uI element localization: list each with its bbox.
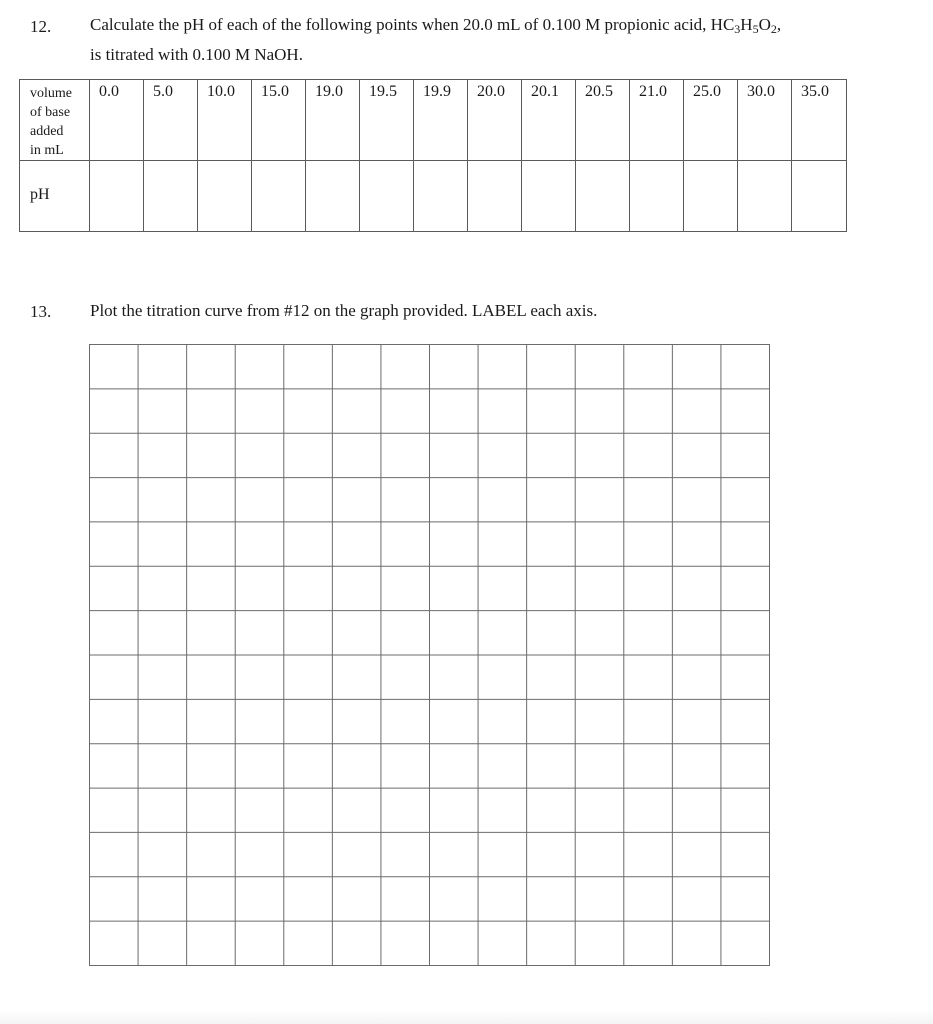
ph-answer-cell[interactable] bbox=[522, 161, 576, 232]
volume-cell: 19.5 bbox=[360, 80, 414, 161]
question-12-text bbox=[90, 12, 930, 68]
volume-cell: 20.5 bbox=[576, 80, 630, 161]
volume-cell: 0.0 bbox=[90, 80, 144, 161]
ph-answer-cell[interactable] bbox=[468, 161, 522, 232]
volume-row bbox=[20, 80, 847, 161]
ph-answer-cell[interactable] bbox=[360, 161, 414, 232]
question-12-line2: is titrated with 0.100 M NaOH. bbox=[90, 45, 303, 64]
ph-answer-cell[interactable] bbox=[738, 161, 792, 232]
question-12-line1: Calculate the pH of each of the following points when 20.0 mL of 0.100 M propionic acid, $HC_3H_5O_2$, bbox=[90, 15, 782, 36]
volume-cell: 15.0 bbox=[252, 80, 306, 161]
ph-answer-cell[interactable] bbox=[306, 161, 360, 232]
volume-cell: 19.0 bbox=[306, 80, 360, 161]
volume-cell: 35.0 bbox=[792, 80, 847, 161]
volume-cell: 5.0 bbox=[144, 80, 198, 161]
volume-cell: 21.0 bbox=[630, 80, 684, 161]
volume-cell: 20.0 bbox=[468, 80, 522, 161]
ph-row bbox=[20, 161, 847, 232]
volume-cell: 20.1 bbox=[522, 80, 576, 161]
titration-graph-grid[interactable] bbox=[89, 344, 770, 966]
volume-cell: 25.0 bbox=[684, 80, 738, 161]
ph-answer-cell[interactable] bbox=[198, 161, 252, 232]
volume-cell: 10.0 bbox=[198, 80, 252, 161]
ph-answer-cell[interactable] bbox=[252, 161, 306, 232]
question-13-text: Plot the titration curve from #12 on the graph provided. LABEL each axis. bbox=[90, 301, 598, 320]
volume-cell: 19.9 bbox=[414, 80, 468, 161]
ph-answer-cell[interactable] bbox=[630, 161, 684, 232]
volume-cell: 30.0 bbox=[738, 80, 792, 161]
ph-answer-cell[interactable] bbox=[792, 161, 847, 232]
ph-answer-cell[interactable] bbox=[144, 161, 198, 232]
ph-answer-cell[interactable] bbox=[684, 161, 738, 232]
ph-answer-cell[interactable] bbox=[90, 161, 144, 232]
question-13-number: 13. bbox=[30, 302, 52, 321]
titration-data-table bbox=[19, 79, 847, 232]
page-bottom-edge bbox=[0, 1010, 933, 1024]
ph-label-cell: pH bbox=[20, 161, 90, 232]
ph-answer-cell[interactable] bbox=[576, 161, 630, 232]
volume-label-cell: volume of base added in mL bbox=[20, 80, 90, 161]
ph-answer-cell[interactable] bbox=[414, 161, 468, 232]
question-12-number: 12. bbox=[30, 17, 52, 36]
